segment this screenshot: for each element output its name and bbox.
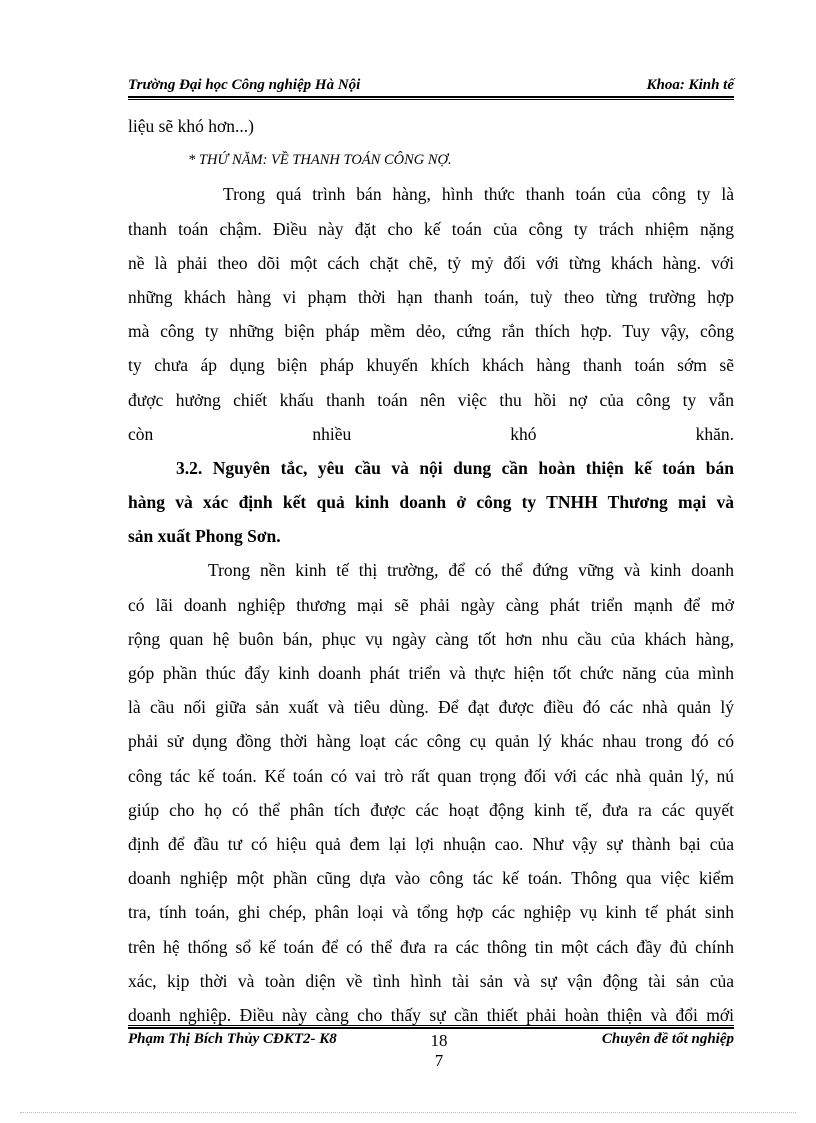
paragraph-line: giúp cho họ có thể phân tích được các hoạt động kinh tế, đưa ra các quyết bbox=[128, 799, 734, 820]
footer-title: Chuyên đề tốt nghiệp bbox=[601, 1031, 734, 1047]
paragraph-line: tra, tính toán, ghi chép, phân loại và tổng hợp các nghiệp vụ kinh tế phát sinh bbox=[128, 902, 734, 923]
paragraph-line: thanh toán chậm. Điều này đặt cho kế toán của công ty trách nhiệm nặng bbox=[128, 218, 734, 239]
paragraph-line: còn nhiều khó khăn. bbox=[128, 423, 734, 444]
paragraph-line: công tác kế toán. Kế toán có vai trò rất quan trọng đối với các nhà quản lý, nú bbox=[128, 765, 734, 786]
paragraph-line: những khách hàng vi phạm thời hạn thanh toán, tuỳ theo từng trường hợp bbox=[128, 286, 734, 307]
heading-line: sản xuất Phong Sơn. bbox=[128, 526, 281, 547]
paragraph-line: Trong nền kinh tế thị trường, để có thể đứng vững và kinh doanh bbox=[208, 560, 734, 581]
paragraph-line: định để đầu tư có hiệu quả đem lại lợi nhuận cao. Như vậy sự thành bại của bbox=[128, 833, 734, 854]
heading-line: 3.2. Nguyên tắc, yêu cầu và nội dung cần hoàn thiện kế toán bán bbox=[176, 457, 734, 478]
page-bottom-divider bbox=[20, 1112, 796, 1113]
section-label: * THỨ NĂM: VỀ THANH TOÁN CÔNG NỢ. bbox=[188, 152, 452, 169]
continuation-line: liệu sẽ khó hơn...) bbox=[128, 116, 254, 136]
paragraph-line: góp phần thúc đẩy kinh doanh phát triển và thực hiện tốt chức năng của mình bbox=[128, 663, 734, 683]
heading-line: hàng và xác định kết quả kinh doanh ở công ty TNHH Thương mại và bbox=[128, 492, 734, 513]
paragraph-line: là cầu nối giữa sản xuất và tiêu dùng. Để đạt được điều đó các nhà quản lý bbox=[128, 697, 734, 718]
paragraph-line: phải sử dụng đồng thời hàng loạt các công cụ quản lý khác nhau trong đó có bbox=[128, 731, 734, 752]
paragraph-payment bbox=[128, 177, 734, 451]
paragraph-line: rộng quan hệ buôn bán, phục vụ ngày càng tốt hơn nhu cầu của khách hàng, bbox=[128, 628, 734, 649]
paragraph-line: doanh nghiệp. Điều này càng cho thấy sự cần thiết phải hoàn thiện và đổi mới bbox=[128, 1004, 734, 1025]
paragraph-line: xác, kịp thời và toàn diện về tình hình tài sản và sự vận động tài sản của bbox=[128, 970, 734, 991]
paragraph-line: có lãi doanh nghiệp thương mại sẽ phải ngày càng phát triển mạnh để mở bbox=[128, 594, 734, 615]
paragraph-line: doanh nghiệp một phần cũng dựa vào công tác kế toán. Thông qua việc kiểm bbox=[128, 868, 734, 889]
paragraph-line: Trong quá trình bán hàng, hình thức thanh toán của công ty là bbox=[223, 184, 734, 205]
paragraph-market bbox=[128, 553, 734, 1032]
section-heading bbox=[128, 451, 734, 554]
footer-rule bbox=[128, 1027, 734, 1029]
header-rule bbox=[128, 96, 734, 98]
header-school: Trường Đại học Công nghiệp Hà Nội bbox=[128, 77, 361, 93]
paragraph-line: trên hệ thống sổ kế toán để có thể đưa ra các thông tin một cách đầy đủ chính bbox=[128, 936, 734, 957]
paragraph-line: ty chưa áp dụng biện pháp khuyến khích khách hàng thanh toán sớm sẽ bbox=[128, 355, 734, 376]
footer-rule-thin bbox=[128, 1025, 734, 1026]
footer-author: Phạm Thị Bích Thủy CĐKT2- K8 bbox=[128, 1031, 337, 1047]
paragraph-line: được hưởng chiết khấu thanh toán nên việc thu hồi nợ của công ty vẫn bbox=[128, 389, 734, 410]
header-faculty: Khoa: Kinh tế bbox=[646, 77, 734, 93]
document-body bbox=[128, 109, 734, 1032]
paragraph-line: mà công ty những biện pháp mềm dẻo, cứng rắn thích hợp. Tuy vậy, công bbox=[128, 321, 734, 342]
page-number: 18 7 bbox=[430, 1031, 448, 1070]
paragraph-line: nề là phải theo dõi một cách chặt chẽ, tỷ mỷ đối với từng khách hàng. với bbox=[128, 252, 734, 273]
header-rule-thin bbox=[128, 99, 734, 100]
